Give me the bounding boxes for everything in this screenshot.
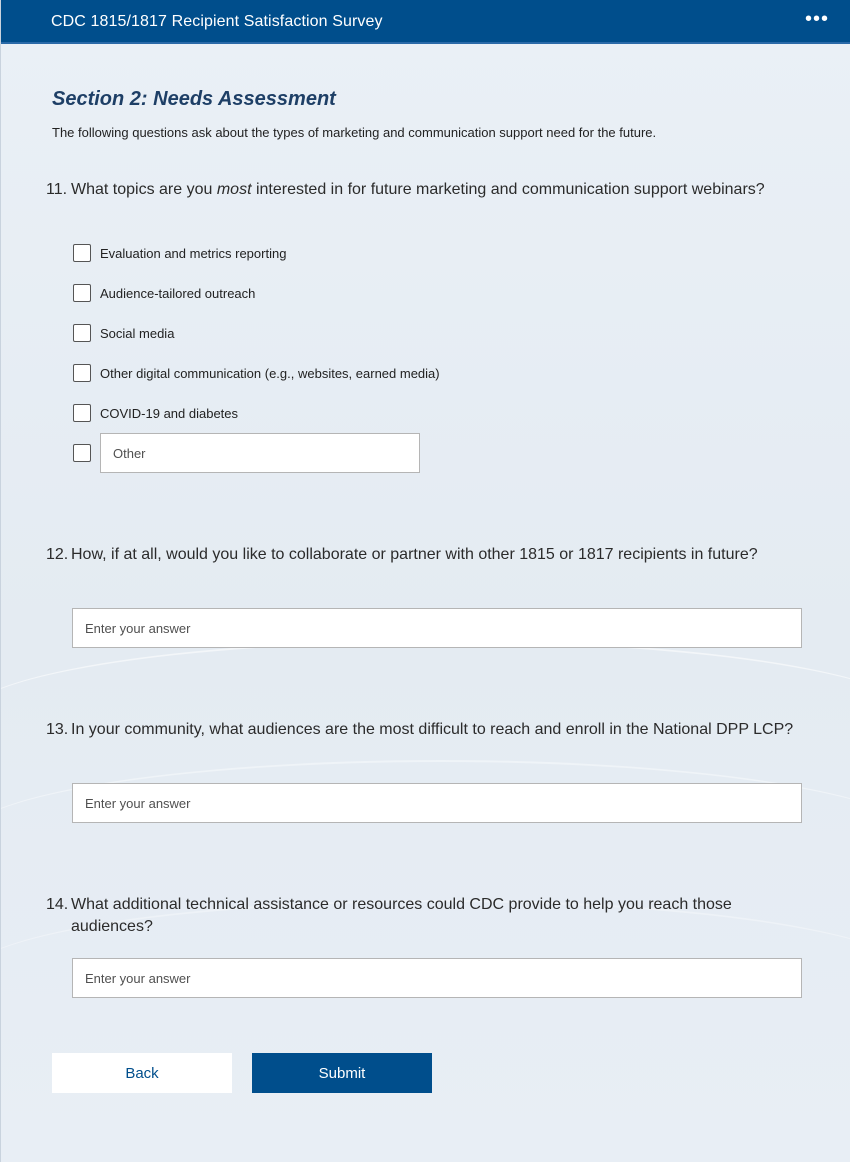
section-title: Section 2: Needs Assessment bbox=[52, 88, 336, 110]
back-button[interactable]: Back bbox=[52, 1053, 232, 1093]
question-text: What topics are you most interested in for future marketing and communication support webinars? bbox=[71, 181, 765, 198]
answer-input-12[interactable] bbox=[72, 608, 802, 648]
header-bar bbox=[1, 0, 850, 44]
option-label: Audience-tailored outreach bbox=[100, 285, 256, 301]
checkbox[interactable] bbox=[73, 444, 91, 462]
question-text: In your community, what audiences are the most difficult to reach and enroll in the National DPP LCP? bbox=[71, 721, 794, 738]
section-description: The following questions ask about the types of marketing and communication support need for the future. bbox=[52, 125, 657, 140]
question-text: What additional technical assistance or resources could CDC provide to help you reach those audiences? bbox=[71, 896, 732, 935]
question-text: How, if at all, would you like to collaborate or partner with other 1815 or 1817 recipients in future? bbox=[71, 546, 758, 563]
question-13 bbox=[46, 719, 806, 741]
option-label: Social media bbox=[100, 325, 175, 341]
option-other-digital[interactable] bbox=[73, 363, 440, 383]
checkbox[interactable] bbox=[73, 404, 91, 422]
option-audience-outreach[interactable] bbox=[73, 283, 255, 303]
question-number: 13. bbox=[46, 721, 69, 738]
form-title: CDC 1815/1817 Recipient Satisfaction Survey bbox=[51, 13, 383, 30]
question-number: 14. bbox=[46, 896, 69, 913]
option-social-media[interactable] bbox=[73, 323, 174, 343]
checkbox[interactable] bbox=[73, 244, 91, 262]
option-label: Evaluation and metrics reporting bbox=[100, 245, 287, 261]
option-other[interactable] bbox=[73, 443, 91, 463]
question-12 bbox=[46, 544, 806, 566]
option-evaluation[interactable] bbox=[73, 243, 286, 263]
option-label: COVID-19 and diabetes bbox=[100, 405, 239, 421]
other-input[interactable] bbox=[100, 433, 420, 473]
option-label: Other digital communication (e.g., websites, earned media) bbox=[100, 365, 440, 381]
question-14 bbox=[46, 894, 806, 938]
answer-input-13[interactable] bbox=[72, 783, 802, 823]
submit-button[interactable]: Submit bbox=[252, 1053, 432, 1093]
answer-input-14[interactable] bbox=[72, 958, 802, 998]
option-covid-diabetes[interactable] bbox=[73, 403, 238, 423]
question-11 bbox=[46, 179, 806, 201]
checkbox[interactable] bbox=[73, 324, 91, 342]
question-number: 12. bbox=[46, 546, 69, 563]
more-options-icon[interactable]: ••• bbox=[804, 8, 829, 30]
checkbox[interactable] bbox=[73, 284, 91, 302]
checkbox[interactable] bbox=[73, 364, 91, 382]
question-number: 11. bbox=[46, 181, 68, 198]
